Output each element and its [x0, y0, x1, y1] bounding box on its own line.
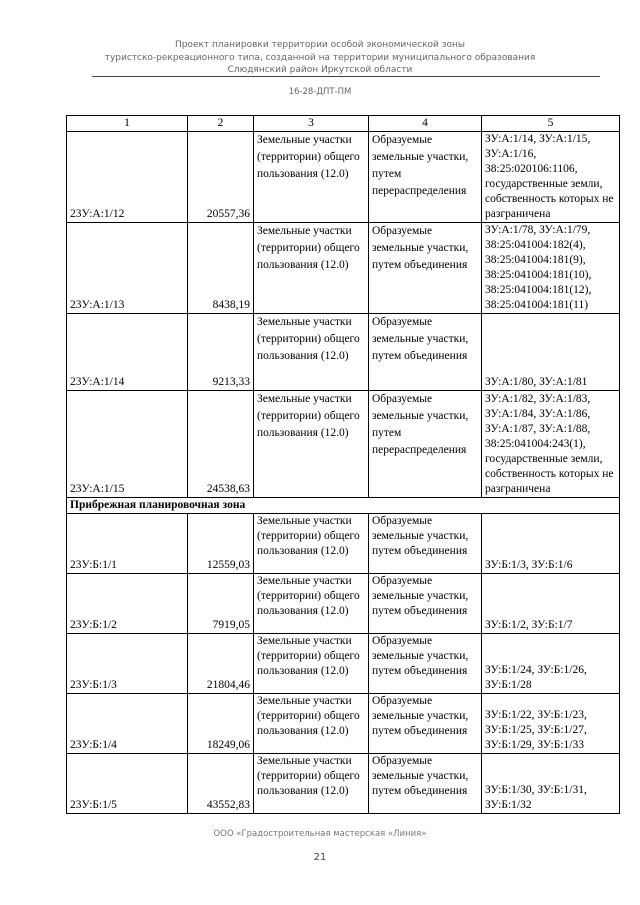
formation-method: Образуемые земельные участки, путем перераспределения	[369, 391, 482, 498]
plot-area: 9213,33	[188, 314, 254, 391]
plot-id: 23У:Б:1/3	[67, 634, 188, 694]
plot-use: Земельные участки (территории) общего пользования (12.0)	[254, 223, 369, 314]
plot-area: 12559,03	[188, 514, 254, 574]
document-header	[0, 39, 640, 77]
plot-area: 8438,19	[188, 223, 254, 314]
header-line-1: Проект планировки территории особой экономической зоны	[174, 40, 466, 50]
table-row	[67, 223, 620, 314]
table-row	[67, 391, 620, 498]
plot-id: 23У:Б:1/4	[67, 694, 188, 754]
formation-method: Образуемые земельные участки, путем объединения	[369, 634, 482, 694]
plot-use: Земельные участки (территории) общего пользования (12.0)	[254, 514, 369, 574]
plot-area: 21804,46	[188, 634, 254, 694]
plot-use: Земельные участки (территории) общего пользования (12.0)	[254, 694, 369, 754]
table-row	[67, 132, 620, 223]
zone-label: Прибрежная планировочная зона	[67, 498, 620, 514]
plot-area: 24538,63	[188, 391, 254, 498]
table-row	[67, 314, 620, 391]
source-parcels: ЗУ:Б:1/2, ЗУ:Б:1/7	[482, 574, 620, 634]
plot-area: 20557,36	[188, 132, 254, 223]
table-row	[67, 694, 620, 754]
source-parcels: ЗУ:Б:1/3, ЗУ:Б:1/6	[482, 514, 620, 574]
formation-method: Образуемые земельные участки, путем объединения	[369, 694, 482, 754]
source-parcels: ЗУ:А:1/78, ЗУ:А:1/79, 38:25:041004:182(4), 38:25:041004:181(9), 38:25:041004:181(10), 38:25:041004:181(12), 38:25:041004:181(11)	[482, 223, 620, 314]
table-row	[67, 754, 620, 814]
plot-area: 18249,06	[188, 694, 254, 754]
column-header: 2	[188, 116, 254, 132]
formation-method: Образуемые земельные участки, путем объединения	[369, 574, 482, 634]
formation-method: Образуемые земельные участки, путем объединения	[369, 514, 482, 574]
plot-use: Земельные участки (территории) общего пользования (12.0)	[254, 574, 369, 634]
formation-method: Образуемые земельные участки, путем перераспределения	[369, 132, 482, 223]
zone-row	[67, 498, 620, 514]
plot-id: 23У:А:1/13	[67, 223, 188, 314]
formation-method: Образуемые земельные участки, путем объединения	[369, 223, 482, 314]
footer-company: ООО «Градостроительная мастерская «Линия»	[213, 829, 427, 839]
source-parcels: ЗУ:Б:1/30, ЗУ:Б:1/31, ЗУ:Б:1/32	[482, 754, 620, 814]
column-header: 1	[67, 116, 188, 132]
source-parcels: ЗУ:А:1/14, ЗУ:А:1/15, ЗУ:А:1/16, 38:25:020106:1106, государственные земли, собственность которых не разграничена	[482, 132, 620, 223]
table-row	[67, 574, 620, 634]
column-header: 5	[482, 116, 620, 132]
source-parcels: ЗУ:А:1/80, ЗУ:А:1/81	[482, 314, 620, 391]
formation-method: Образуемые земельные участки, путем объединения	[369, 314, 482, 391]
source-parcels: ЗУ:Б:1/24, ЗУ:Б:1/26, ЗУ:Б:1/28	[482, 634, 620, 694]
plot-id: 23У:Б:1/1	[67, 514, 188, 574]
header-line-2: туристско-рекреационного типа, созданной на территории муниципального образования	[104, 52, 536, 63]
document-code: 16-28-ДПТ-ПМ	[288, 87, 352, 97]
plot-use: Земельные участки (территории) общего пользования (12.0)	[254, 634, 369, 694]
column-header: 3	[254, 116, 369, 132]
plot-area: 7919,05	[188, 574, 254, 634]
table-row	[67, 634, 620, 694]
plot-id: 23У:А:1/15	[67, 391, 188, 498]
plot-id: 23У:Б:1/2	[67, 574, 188, 634]
formation-method: Образуемые земельные участки, путем объединения	[369, 754, 482, 814]
page-number: 21	[313, 852, 327, 863]
source-parcels: ЗУ:Б:1/22, ЗУ:Б:1/23, ЗУ:Б:1/25, ЗУ:Б:1/27, ЗУ:Б:1/29, ЗУ:Б:1/33	[482, 694, 620, 754]
plot-id: 23У:Б:1/5	[67, 754, 188, 814]
plot-id: 23У:А:1/14	[67, 314, 188, 391]
plot-use: Земельные участки (территории) общего пользования (12.0)	[254, 132, 369, 223]
plot-use: Земельные участки (территории) общего пользования (12.0)	[254, 391, 369, 498]
table-row	[67, 514, 620, 574]
table-header-row	[67, 116, 620, 132]
plot-use: Земельные участки (территории) общего пользования (12.0)	[254, 754, 369, 814]
column-header: 4	[369, 116, 482, 132]
plot-use: Земельные участки (территории) общего пользования (12.0)	[254, 314, 369, 391]
land-plots-table	[66, 115, 620, 814]
header-line-3: Слюдянский район Иркутской области	[227, 65, 413, 75]
header-rule	[92, 76, 600, 77]
plot-area: 43552,83	[188, 754, 254, 814]
source-parcels: ЗУ:А:1/82, ЗУ:А:1/83, ЗУ:А:1/84, ЗУ:А:1/86, ЗУ:А:1/87, ЗУ:А:1/88, 38:25:041004:243(1), государственные земли, собственность которых не разграничена	[482, 391, 620, 498]
plot-id: 23У:А:1/12	[67, 132, 188, 223]
